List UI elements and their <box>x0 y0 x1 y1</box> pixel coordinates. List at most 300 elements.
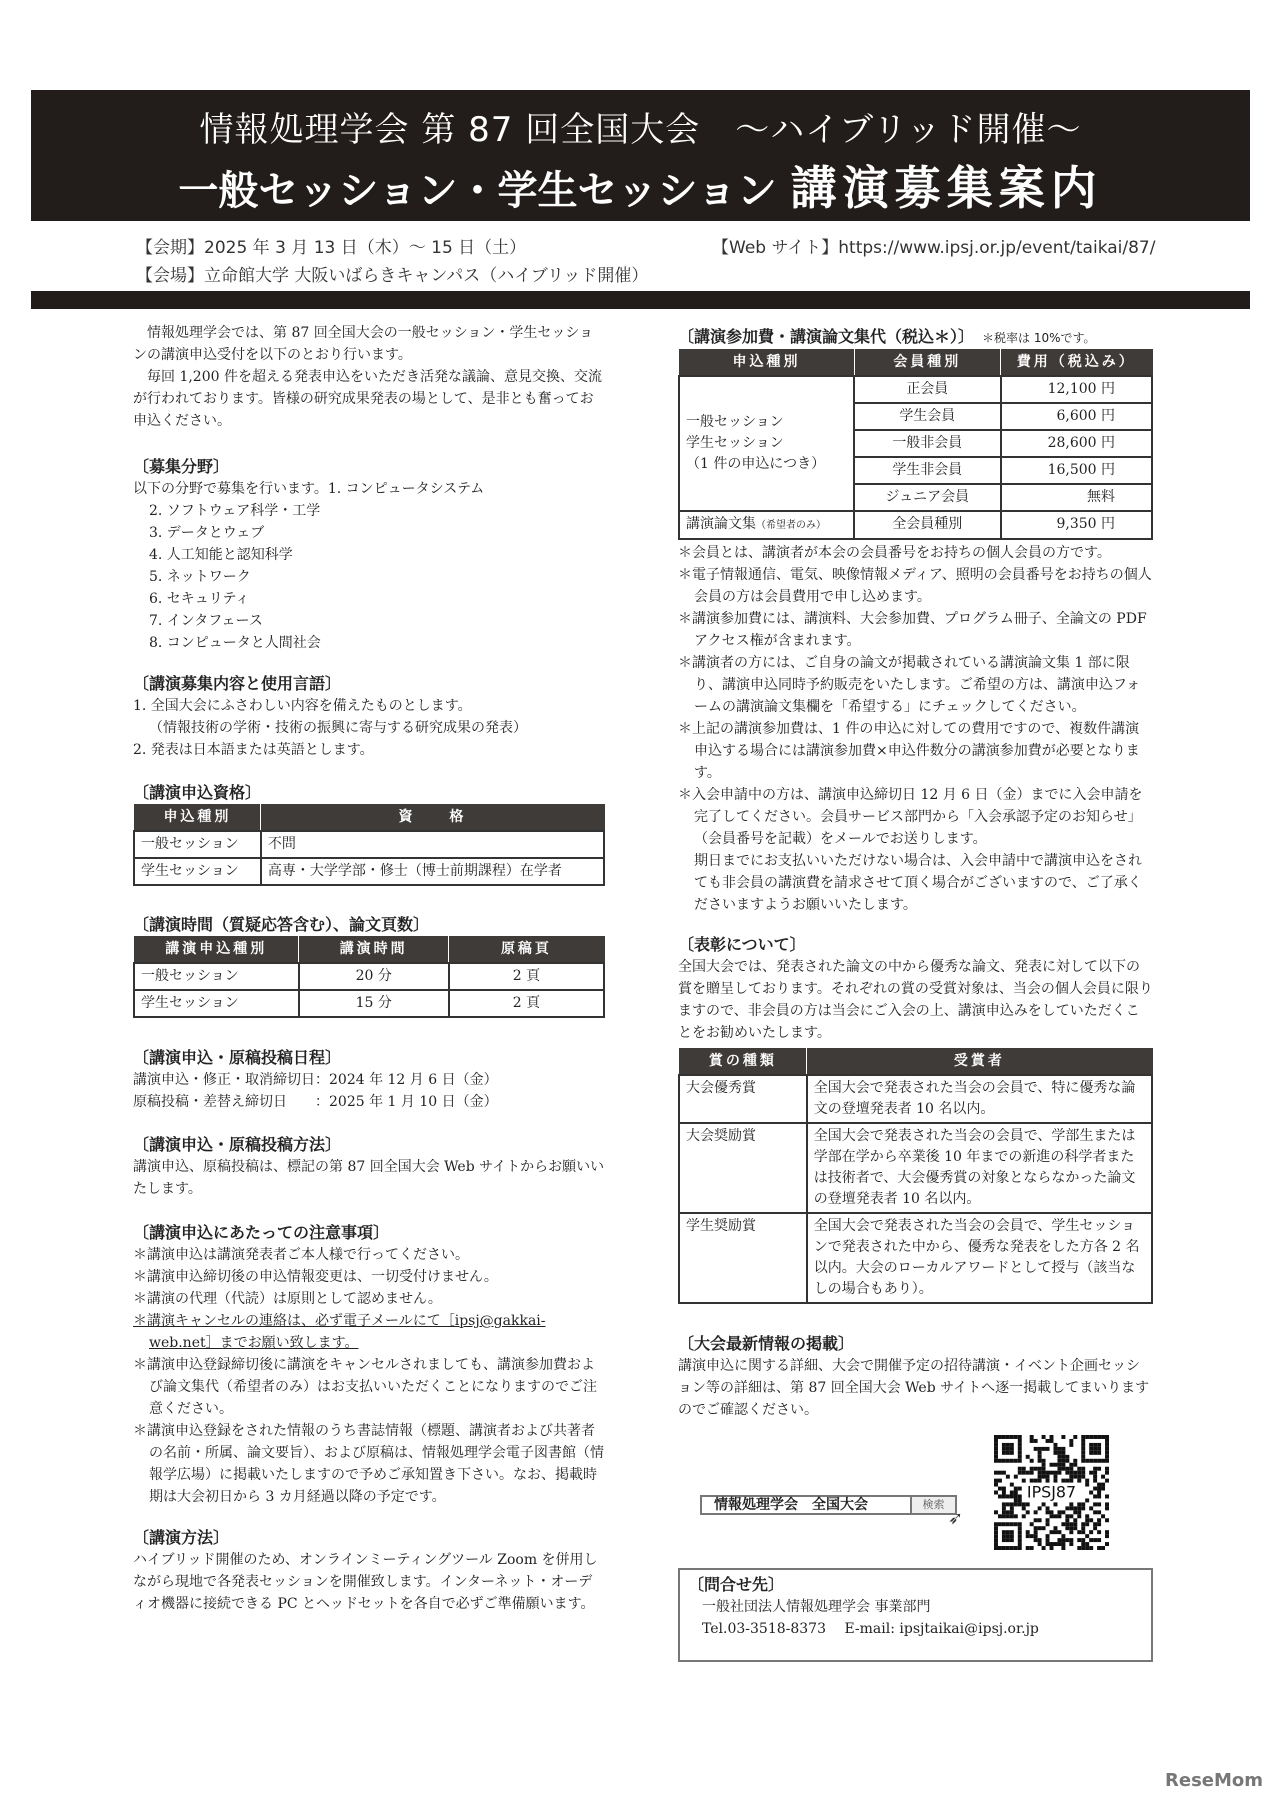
qr-module <box>1061 1435 1065 1439</box>
qr-module <box>994 1542 998 1546</box>
qr-module <box>1018 1451 1022 1455</box>
cancel-contact-item[interactable]: ＊講演キャンセルの連絡は、必ず電子メールにて［ipsj@gakkai-web.net］までお願い致します。 <box>133 1313 546 1351</box>
qr-module <box>1046 1510 1050 1514</box>
qr-module <box>1002 1546 1006 1550</box>
qr-module <box>1081 1542 1085 1546</box>
qr-module <box>1101 1483 1105 1487</box>
qr-module <box>1018 1487 1022 1491</box>
qr-module <box>1050 1471 1054 1475</box>
table-cell: 一般セッション 学生セッション （1 件の申込につき） <box>679 376 854 511</box>
intro-paragraph: 情報処理学会では、第 87 回全国大会の一般セッション・学生セッションの講演申込受付を以下のとおり行います。 <box>133 325 594 363</box>
qr-module <box>1053 1451 1057 1455</box>
qr-module <box>1014 1498 1018 1502</box>
intro <box>133 322 605 432</box>
qr-module <box>1089 1518 1093 1522</box>
qr-module <box>1030 1471 1034 1475</box>
qr-module <box>1085 1498 1089 1502</box>
qr-module <box>1105 1518 1109 1522</box>
qr-module <box>1073 1463 1077 1467</box>
qr-module <box>1018 1439 1022 1443</box>
qr-module <box>1057 1455 1061 1459</box>
qr-module <box>1069 1514 1073 1518</box>
table-row <box>679 511 1152 539</box>
qr-module <box>998 1494 1002 1498</box>
schedule-section <box>133 1047 605 1113</box>
eligibility-table <box>133 804 605 886</box>
qr-module <box>1069 1526 1073 1530</box>
qr-module <box>1034 1510 1038 1514</box>
qr-module <box>1061 1463 1065 1467</box>
qr-module <box>1014 1459 1018 1463</box>
title-banner <box>31 90 1250 221</box>
table-cell: 28,600 円 <box>1001 430 1152 457</box>
qr-module <box>1057 1510 1061 1514</box>
schedule-line: 原稿投稿・差替え締切日 ：2025 年 1 月 10 日（金） <box>133 1094 498 1110</box>
qr-module <box>1022 1479 1026 1483</box>
qr-module <box>1085 1479 1089 1483</box>
qr-module <box>1014 1491 1018 1495</box>
qr-module <box>1018 1546 1022 1550</box>
table-row <box>134 858 604 885</box>
fee-note: ＊講演者の方には、ご自身の論文が掲載されている講演論文集 1 部に限り、講演申込同時予約販売をいたします。ご希望の方は、講演申込フォームの講演論文集欄を「希望する」にチェックしてください。 <box>678 654 1141 715</box>
qr-module <box>1030 1459 1034 1463</box>
qr-module <box>1069 1506 1073 1510</box>
title-line2 <box>31 152 1250 218</box>
qr-module <box>1061 1522 1065 1526</box>
qr-module <box>1097 1447 1101 1451</box>
qr-module <box>1065 1459 1069 1463</box>
qr-module <box>1081 1443 1085 1447</box>
table-cell: 2 頁 <box>449 963 604 990</box>
qr-module <box>1057 1514 1061 1518</box>
qr-module <box>1077 1506 1081 1510</box>
qr-module <box>1057 1530 1061 1534</box>
qr-module <box>1065 1455 1069 1459</box>
qr-module <box>1105 1455 1109 1459</box>
qr-module <box>1010 1447 1014 1451</box>
table-cell: 学生会員 <box>854 403 1001 430</box>
contact-org: 一般社団法人情報処理学会 事業部門 <box>702 1599 931 1615</box>
table-row <box>134 963 604 990</box>
qr-module <box>1057 1542 1061 1546</box>
qr-module <box>1061 1447 1065 1451</box>
table-cell: ジュニア会員 <box>854 484 1001 511</box>
qr-module <box>1010 1510 1014 1514</box>
qr-module <box>1097 1530 1101 1534</box>
qr-module <box>1018 1534 1022 1538</box>
qr-module <box>1089 1491 1093 1495</box>
qr-module <box>1093 1447 1097 1451</box>
section-heading: 〔講演申込・原稿投稿日程〕 <box>133 1048 342 1067</box>
qr-module <box>1010 1514 1014 1518</box>
qr-module <box>1053 1463 1057 1467</box>
qr-module <box>1042 1502 1046 1506</box>
qr-module <box>1042 1475 1046 1479</box>
qr-module <box>1065 1518 1069 1522</box>
qr-module <box>1061 1546 1065 1550</box>
qr-module <box>998 1514 1002 1518</box>
qr-module <box>1026 1546 1030 1550</box>
table-cell: 一般セッション <box>134 831 261 858</box>
qr-module <box>1089 1447 1093 1451</box>
qr-module <box>1073 1526 1077 1530</box>
qr-module <box>1101 1487 1105 1491</box>
qr-module <box>1010 1530 1014 1534</box>
qr-module <box>1105 1506 1109 1510</box>
qr-module <box>1042 1467 1046 1471</box>
qr-module <box>1105 1467 1109 1471</box>
qr-module <box>1018 1443 1022 1447</box>
qr-module <box>998 1435 1002 1439</box>
qr-module <box>994 1483 998 1487</box>
content-section <box>133 673 605 761</box>
qr-module <box>1093 1467 1097 1471</box>
section-heading: 〔大会最新情報の掲載〕 <box>678 1334 855 1353</box>
qr-module <box>1097 1487 1101 1491</box>
qr-module <box>1038 1471 1042 1475</box>
qr-module <box>1081 1530 1085 1534</box>
qr-module <box>1002 1459 1006 1463</box>
qr-module <box>1089 1435 1093 1439</box>
qr-module <box>1006 1510 1010 1514</box>
section-heading: 〔講演申込・原稿投稿方法〕 <box>133 1135 342 1154</box>
qr-module <box>998 1459 1002 1463</box>
qr-module <box>1069 1439 1073 1443</box>
qr-module <box>1093 1526 1097 1530</box>
qr-module <box>1085 1518 1089 1522</box>
qr-module <box>1097 1502 1101 1506</box>
qr-module <box>1053 1514 1057 1518</box>
qr-module <box>1042 1459 1046 1463</box>
section-heading: 〔講演募集内容と使用言語〕 <box>133 674 342 693</box>
qr-module <box>1101 1459 1105 1463</box>
qr-module <box>1002 1538 1006 1542</box>
qr-module <box>1105 1435 1109 1439</box>
table-cell: 学生セッション <box>134 990 299 1017</box>
qr-module <box>1042 1471 1046 1475</box>
qr-module <box>1050 1530 1054 1534</box>
qr-module <box>1002 1522 1006 1526</box>
table-header: 費用（税込み） <box>1001 350 1152 376</box>
qr-module <box>1014 1475 1018 1479</box>
qr-module <box>1081 1506 1085 1510</box>
qr-module <box>1030 1439 1034 1443</box>
qr-module <box>1069 1467 1073 1471</box>
qr-module <box>1093 1451 1097 1455</box>
qr-module <box>1006 1502 1010 1506</box>
qr-module <box>994 1491 998 1495</box>
qr-module <box>1089 1459 1093 1463</box>
qr-module <box>1093 1475 1097 1479</box>
qr-module <box>1089 1443 1093 1447</box>
qr-module <box>1038 1447 1042 1451</box>
qr-module <box>1081 1455 1085 1459</box>
qr-module <box>1053 1471 1057 1475</box>
qr-module <box>1053 1526 1057 1530</box>
qr-module <box>994 1439 998 1443</box>
qr-module <box>1073 1518 1077 1522</box>
qr-label: IPSJ87 <box>1026 1482 1077 1502</box>
qr-module <box>1097 1510 1101 1514</box>
table-header: 資 格 <box>261 805 604 831</box>
qr-module <box>1014 1546 1018 1550</box>
qr-module <box>1046 1522 1050 1526</box>
table-row <box>679 1213 1152 1303</box>
qr-module <box>998 1522 1002 1526</box>
qr-module <box>1002 1487 1006 1491</box>
qr-module <box>1105 1534 1109 1538</box>
table-cell: 15 分 <box>299 990 449 1017</box>
qr-module <box>994 1447 998 1451</box>
qr-module <box>1022 1506 1026 1510</box>
qr-module <box>1010 1538 1014 1542</box>
qr-module <box>1069 1542 1073 1546</box>
qr-module <box>1061 1451 1065 1455</box>
contact-tel-email: Tel.03-3518-8373 E-mail: ipsjtaikai@ipsj.or.jp <box>702 1621 1039 1637</box>
qr-module <box>1002 1443 1006 1447</box>
qr-module <box>1002 1451 1006 1455</box>
qr-module <box>1061 1459 1065 1463</box>
table-cell: 20 分 <box>299 963 449 990</box>
qr-module <box>1006 1534 1010 1538</box>
qr-module <box>1085 1542 1089 1546</box>
qr-module <box>1034 1467 1038 1471</box>
qr-module <box>994 1443 998 1447</box>
qr-module <box>1046 1534 1050 1538</box>
qr-module <box>1022 1471 1026 1475</box>
qr-module <box>1057 1538 1061 1542</box>
qr-module <box>1069 1538 1073 1542</box>
qr-module <box>1006 1459 1010 1463</box>
qr-module <box>1073 1522 1077 1526</box>
qr-module <box>994 1451 998 1455</box>
cautions-section <box>133 1222 605 1508</box>
qr-module <box>1026 1471 1030 1475</box>
qr-module <box>1077 1475 1081 1479</box>
cursor-arrow-icon: ➶ <box>948 1508 964 1529</box>
qr-module <box>1097 1491 1101 1495</box>
table-cell: 6,600 円 <box>1001 403 1152 430</box>
qr-module <box>1006 1435 1010 1439</box>
qr-module <box>1038 1518 1042 1522</box>
qr-module <box>1006 1546 1010 1550</box>
qr-module <box>1081 1451 1085 1455</box>
qr-module <box>1006 1447 1010 1451</box>
qr-module <box>1018 1459 1022 1463</box>
qr-module <box>998 1546 1002 1550</box>
qr-module <box>1105 1530 1109 1534</box>
qr-module <box>1034 1439 1038 1443</box>
qr-module <box>1073 1459 1077 1463</box>
title-line1: 情報処理学会 第 87 回全国大会 ～ハイブリッド開催～ <box>199 110 1082 150</box>
qr-module <box>1069 1475 1073 1479</box>
qr-module <box>1006 1494 1010 1498</box>
qr-module <box>1097 1451 1101 1455</box>
qr-module <box>1093 1459 1097 1463</box>
section-heading: 〔募集分野〕 <box>133 457 230 476</box>
method-section <box>133 1134 605 1200</box>
qr-module <box>1010 1483 1014 1487</box>
fee-note-extra: 期日までにお支払いいただけない場合は、入会申請中で講演申込をされても非会員の講演費を請求させて頂く場合がございますので、ご了承くださいますようお願いいたします。 <box>694 852 1142 913</box>
qr-module <box>1006 1475 1010 1479</box>
qr-module <box>1053 1475 1057 1479</box>
list-item: 5. ネットワーク <box>149 569 251 585</box>
talk-section <box>133 1527 605 1615</box>
qr-module <box>994 1471 998 1475</box>
qr-module <box>1018 1502 1022 1506</box>
qr-module <box>1002 1494 1006 1498</box>
fields-lead: 以下の分野で募集を行います。1. コンピュータシステム <box>133 481 485 497</box>
table-cell: 大会優秀賞 <box>679 1075 807 1123</box>
qr-module <box>1014 1487 1018 1491</box>
qr-module <box>1069 1522 1073 1526</box>
qr-module <box>1101 1435 1105 1439</box>
latest-text: 講演申込に関する詳細、大会で開催予定の招待講演・イベント企画セッション等の詳細は、第 87 回全国大会 Web サイトへ逐一掲載してまいりますのでご確認ください。 <box>678 1358 1150 1418</box>
qr-module <box>1046 1471 1050 1475</box>
qr-module <box>1022 1467 1026 1471</box>
qr-module <box>1093 1538 1097 1542</box>
qr-module <box>1061 1467 1065 1471</box>
qr-module <box>1014 1522 1018 1526</box>
qr-module <box>1069 1530 1073 1534</box>
table-cell: 学生非会員 <box>854 457 1001 484</box>
qr-module <box>1097 1494 1101 1498</box>
table-cell: 16,500 円 <box>1001 457 1152 484</box>
qr-module <box>1053 1542 1057 1546</box>
table-cell: 9,350 円 <box>1001 511 1152 539</box>
list-item: 8. コンピュータと人間社会 <box>149 635 321 651</box>
qr-module <box>1006 1538 1010 1542</box>
qr-module <box>1002 1514 1006 1518</box>
qr-module <box>994 1435 998 1439</box>
qr-module <box>1105 1542 1109 1546</box>
qr-module <box>1085 1435 1089 1439</box>
qr-module <box>1038 1475 1042 1479</box>
qr-module <box>1002 1471 1006 1475</box>
qr-module <box>1053 1447 1057 1451</box>
qr-module <box>1050 1514 1054 1518</box>
qr-module <box>1034 1518 1038 1522</box>
qr-module <box>1097 1546 1101 1550</box>
qr-module <box>998 1487 1002 1491</box>
fees-section <box>678 326 1153 916</box>
list-item: 3. データとウェブ <box>149 525 265 541</box>
qr-module <box>1093 1487 1097 1491</box>
qr-module <box>1077 1546 1081 1550</box>
qr-module <box>1081 1475 1085 1479</box>
table-cell: 無料 <box>1001 484 1152 511</box>
qr-module <box>1085 1483 1089 1487</box>
table-cell: 12,100 円 <box>1001 376 1152 403</box>
latest-section <box>678 1333 1153 1421</box>
table-header: 受賞者 <box>807 1049 1152 1075</box>
table-cell <box>679 511 854 539</box>
caution-item: ＊講演申込登録をされた情報のうち書誌情報（標題、講演者および共著者の名前・所属、論文要旨）、および原稿は、情報処理学会電子図書館（情報学広場）に掲載いたしますので予めご承知置き下さい。なお、掲載時期は大会初日から 3 カ月経過以降の予定です。 <box>133 1423 604 1505</box>
event-website[interactable]: 【Web サイト】https://www.ipsj.or.jp/event/taikai/87/ <box>712 238 1156 258</box>
qr-module <box>1057 1447 1061 1451</box>
list-item: 4. 人工知能と認知科学 <box>149 547 293 563</box>
qr-module <box>1101 1514 1105 1518</box>
qr-module <box>1085 1514 1089 1518</box>
qr-module <box>1089 1546 1093 1550</box>
qr-module <box>1022 1514 1026 1518</box>
qr-module <box>1093 1522 1097 1526</box>
qr-module <box>1081 1471 1085 1475</box>
qr-module <box>1065 1514 1069 1518</box>
qr-module <box>1081 1546 1085 1550</box>
qr-module <box>1105 1502 1109 1506</box>
qr-module <box>1030 1435 1034 1439</box>
qr-module <box>994 1522 998 1526</box>
qr-module <box>1010 1506 1014 1510</box>
qr-module <box>1018 1530 1022 1534</box>
search-button: 検索 <box>910 1497 955 1513</box>
tax-note: ＊税率は 10%です。 <box>982 331 1096 345</box>
qr-module <box>1014 1514 1018 1518</box>
table-header: 申込種別 <box>679 350 854 376</box>
list-item: 7. インタフェース <box>149 613 263 629</box>
event-venue: 【会場】立命館大学 大阪いばらきキャンパス（ハイブリッド開催） <box>136 266 649 286</box>
qr-module <box>1061 1455 1065 1459</box>
qr-module <box>1053 1443 1057 1447</box>
qr-module <box>1105 1459 1109 1463</box>
qr-module <box>1010 1502 1014 1506</box>
table-cell: 全会員種別 <box>854 511 1001 539</box>
qr-module <box>1038 1538 1042 1542</box>
section-heading: 〔問合せ先〕 <box>688 1575 785 1594</box>
qr-module <box>1038 1459 1042 1463</box>
qr-module <box>1061 1534 1065 1538</box>
qr-module <box>1105 1443 1109 1447</box>
qr-module <box>1077 1530 1081 1534</box>
qr-module <box>1046 1542 1050 1546</box>
fees-table <box>678 349 1153 540</box>
eligibility-section <box>133 782 605 886</box>
qr-module <box>1061 1538 1065 1542</box>
qr-module <box>1073 1435 1077 1439</box>
qr-module <box>1034 1534 1038 1538</box>
qr-module <box>1101 1475 1105 1479</box>
table-cell: 学生奨励賞 <box>679 1213 807 1303</box>
qr-module <box>1042 1435 1046 1439</box>
qr-module <box>1105 1447 1109 1451</box>
table-row <box>679 1075 1152 1123</box>
qr-module <box>1018 1538 1022 1542</box>
qr-module <box>1105 1451 1109 1455</box>
qr-module <box>1010 1435 1014 1439</box>
qr-module <box>1002 1491 1006 1495</box>
qr-module <box>1089 1451 1093 1455</box>
qr-module <box>1097 1459 1101 1463</box>
qr-module <box>1093 1471 1097 1475</box>
qr-module <box>1073 1475 1077 1479</box>
qr-module <box>1030 1467 1034 1471</box>
qr-module <box>998 1479 1002 1483</box>
caution-item: ＊講演申込登録締切後に講演をキャンセルされましても、講演参加費および論文集代（希望者のみ）はお支払いいただくことになりますのでご注意ください。 <box>133 1357 597 1417</box>
qr-module <box>1081 1439 1085 1443</box>
fields-section <box>133 456 605 654</box>
qr-module <box>1018 1455 1022 1459</box>
qr-module <box>1002 1435 1006 1439</box>
qr-module <box>1018 1542 1022 1546</box>
qr-module <box>1093 1494 1097 1498</box>
fee-note: ＊講演参加費には、講演料、大会参加費、プログラム冊子、全論文の PDF アクセス権が含まれます。 <box>678 610 1147 649</box>
awards-table <box>678 1048 1153 1304</box>
qr-module <box>1097 1518 1101 1522</box>
qr-module <box>1018 1467 1022 1471</box>
qr-module <box>1046 1475 1050 1479</box>
qr-module <box>1010 1546 1014 1550</box>
